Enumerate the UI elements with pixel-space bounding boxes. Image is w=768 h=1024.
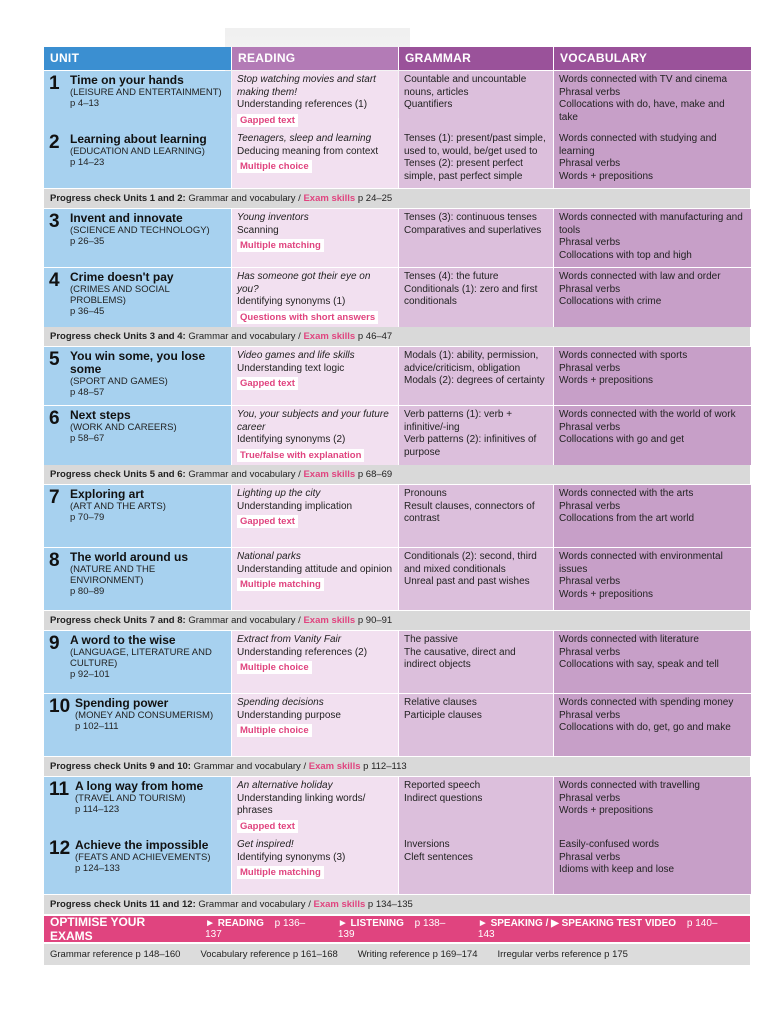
- grammar-line: Quantifiers: [404, 99, 453, 110]
- header-reading: READING: [232, 47, 398, 70]
- header-vocabulary: VOCABULARY: [554, 47, 751, 70]
- grammar-cell: [399, 71, 553, 130]
- vocab-line: Words connected with the world of work: [559, 409, 736, 420]
- optimise-reading[interactable]: ► READING p 136–137: [205, 918, 306, 940]
- unit-topic: (CRIMES AND SOCIAL PROBLEMS): [70, 284, 170, 306]
- vocab-line: Words connected with travelling: [559, 780, 700, 791]
- progress-gv: Grammar and vocabulary /: [188, 469, 301, 480]
- vocab-line: Words connected with sports: [559, 350, 688, 361]
- progress-pages: p 46–47: [357, 331, 393, 342]
- grammar-cell: [399, 209, 553, 267]
- unit-pages: p 70–79: [70, 512, 105, 523]
- unit-pages: p 102–111: [75, 721, 119, 732]
- grammar-line: Inversions: [404, 839, 450, 850]
- unit-title: Time on your hands: [70, 73, 184, 87]
- exam-task-badge: Multiple choice: [237, 724, 312, 737]
- vocab-line: Collocations with crime: [559, 296, 662, 307]
- reading-cell: [232, 631, 398, 693]
- unit-cell[interactable]: [44, 485, 231, 547]
- progress-gv: Grammar and vocabulary /: [198, 899, 311, 910]
- progress-gv: Grammar and vocabulary /: [188, 615, 301, 626]
- reading-skill: Understanding references (1): [237, 99, 368, 110]
- vocabulary-cell: [554, 347, 751, 405]
- irregular-verbs-reference[interactable]: Irregular verbs reference p 175: [497, 949, 628, 960]
- unit-cell[interactable]: [44, 406, 231, 465]
- unit-number: 6: [49, 408, 60, 429]
- unit-number: 5: [49, 349, 60, 370]
- unit-number: 7: [49, 487, 60, 508]
- reading-title: You, your subjects and your future career: [237, 409, 389, 433]
- reading-title: Has someone got their eye on you?: [237, 271, 371, 295]
- header-unit: UNIT: [44, 47, 231, 70]
- reading-skill: Deducing meaning from context: [237, 145, 379, 157]
- reading-skill: Identifying synonyms (1): [237, 296, 346, 307]
- vocab-line: Collocations with say, speak and tell: [559, 659, 719, 670]
- unit-row: [44, 268, 750, 326]
- vocab-line: Collocations from the art world: [559, 513, 695, 524]
- reading-title: Teenagers, sleep and learning: [237, 133, 372, 144]
- progress-label: Progress check Units 5 and 6:: [50, 469, 186, 480]
- unit-row: [44, 130, 750, 188]
- unit-row: [44, 836, 750, 894]
- grammar-line: Conditionals (2): second, third and mixed conditionals: [404, 551, 537, 575]
- unit-title: You win some, you lose some: [70, 349, 206, 376]
- vocab-line: Words connected with TV and cinema: [559, 74, 728, 85]
- reading-cell: [232, 347, 398, 405]
- vocabulary-cell: [554, 406, 751, 465]
- writing-reference[interactable]: Writing reference p 169–174: [357, 949, 478, 960]
- reading-skill: Understanding implication: [237, 500, 353, 512]
- grammar-line: Conditionals (1): zero and first conditionals: [404, 283, 538, 307]
- exam-task-badge: Multiple choice: [237, 160, 312, 173]
- reading-cell: [232, 268, 398, 327]
- unit-cell[interactable]: [44, 209, 231, 267]
- reading-title: Lighting up the city: [237, 488, 321, 499]
- optimise-exams-bar: [44, 916, 750, 942]
- vocabulary-cell: [554, 777, 751, 836]
- vocab-line: Phrasal verbs: [559, 576, 621, 587]
- unit-topic: (FEATS AND ACHIEVEMENTS): [75, 852, 211, 863]
- table-body: [44, 71, 750, 914]
- vocab-line: Phrasal verbs: [559, 283, 621, 295]
- progress-label: Progress check Units 11 and 12:: [50, 899, 196, 910]
- grammar-line: Tenses (1): present/past simple, used to, would, be/get used to: [404, 133, 546, 157]
- unit-row: [44, 485, 750, 547]
- grammar-cell: [399, 631, 553, 693]
- reading-skill: Understanding attitude and opinion: [237, 563, 393, 575]
- vocab-line: Collocations with do, have, make and take: [559, 99, 725, 123]
- unit-number: 2: [49, 132, 60, 153]
- progress-exam-skills: Exam skills: [303, 331, 356, 342]
- progress-check-bar: [44, 895, 750, 914]
- unit-number: 9: [49, 633, 60, 654]
- progress-exam-skills: Exam skills: [303, 193, 356, 204]
- unit-topic: (MONEY AND CONSUMERISM): [75, 710, 214, 721]
- progress-label: Progress check Units 3 and 4:: [50, 331, 186, 342]
- unit-cell[interactable]: [44, 777, 231, 836]
- vocab-line: Collocations with do, get, go and make: [559, 722, 731, 733]
- reading-title: National parks: [237, 551, 301, 562]
- grammar-line: Modals (2): degrees of certainty: [404, 375, 545, 386]
- grammar-line: Comparatives and superlatives: [404, 224, 542, 236]
- unit-row: [44, 347, 750, 405]
- unit-topic: (LEISURE AND ENTERTAINMENT): [70, 87, 222, 98]
- exam-task-badge: Multiple matching: [237, 866, 324, 879]
- unit-title: The world around us: [70, 550, 189, 564]
- progress-gv: Grammar and vocabulary /: [188, 193, 301, 204]
- grammar-cell: [399, 347, 553, 405]
- unit-number: 8: [49, 550, 60, 571]
- reading-skill: Identifying synonyms (2): [237, 434, 346, 445]
- unit-topic: (EDUCATION AND LEARNING): [70, 146, 205, 157]
- vocabulary-cell: [554, 130, 751, 188]
- grammar-line: Pronouns: [404, 488, 447, 499]
- unit-title: Crime doesn't pay: [70, 270, 174, 284]
- exam-task-badge: Multiple matching: [237, 578, 324, 591]
- vocab-line: Phrasal verbs: [559, 86, 621, 98]
- vocab-line: Phrasal verbs: [559, 362, 621, 374]
- reading-cell: [232, 71, 398, 130]
- grammar-line: Verb patterns (2): infinitives of purpose: [404, 434, 537, 458]
- grammar-line: Modals (1): ability, permission, advice/criticism, obligation: [404, 350, 539, 374]
- grammar-line: Unreal past and past wishes: [404, 576, 530, 587]
- contents-table: [44, 47, 750, 965]
- exam-task-badge: Gapped text: [237, 515, 298, 528]
- grammar-line: The passive: [404, 634, 458, 645]
- unit-pages: p 114–123: [75, 804, 120, 815]
- unit-pages: p 58–67: [70, 433, 105, 444]
- progress-check-bar: [44, 465, 750, 484]
- exam-task-badge: Gapped text: [237, 820, 298, 833]
- unit-pages: p 124–133: [75, 863, 120, 874]
- vocab-line: Easily-confused words: [559, 839, 660, 850]
- optimise-title: OPTIMISE YOUR EXAMS: [50, 915, 146, 943]
- grammar-line: Result clauses, connectors of contrast: [404, 500, 535, 524]
- grammar-cell: [399, 268, 553, 327]
- progress-label: Progress check Units 9 and 10:: [50, 761, 191, 772]
- unit-row: [44, 777, 750, 835]
- vocabulary-cell: [554, 71, 751, 130]
- progress-check-bar: [44, 189, 750, 208]
- unit-pages: p 36–45: [70, 306, 105, 317]
- grammar-line: Participle clauses: [404, 709, 482, 721]
- unit-pages: p 92–101: [70, 669, 110, 680]
- unit-cell[interactable]: [44, 268, 231, 327]
- reading-skill: Scanning: [237, 224, 279, 236]
- unit-cell[interactable]: [44, 347, 231, 405]
- vocab-line: Idioms with keep and lose: [559, 864, 675, 875]
- reading-cell: [232, 485, 398, 547]
- reading-skill: Identifying synonyms (3): [237, 851, 346, 863]
- reading-skill: Understanding text logic: [237, 362, 345, 374]
- grammar-line: Indirect questions: [404, 792, 483, 804]
- unit-topic: (NATURE AND THE ENVIRONMENT): [70, 564, 156, 586]
- progress-pages: p 24–25: [357, 193, 393, 204]
- unit-row: [44, 694, 750, 756]
- grammar-line: Tenses (2): present perfect simple, past perfect simple: [404, 158, 523, 182]
- vocabulary-cell: [554, 694, 751, 756]
- progress-pages: p 112–113: [363, 761, 407, 772]
- unit-row: [44, 548, 750, 610]
- unit-number: 10: [49, 696, 71, 717]
- reading-cell: [232, 548, 398, 610]
- grammar-cell: [399, 130, 553, 188]
- exam-task-badge: Multiple matching: [237, 239, 324, 252]
- vocab-line: Phrasal verbs: [559, 237, 621, 248]
- unit-cell[interactable]: [44, 548, 231, 610]
- grammar-cell: [399, 548, 553, 610]
- progress-label: Progress check Units 1 and 2:: [50, 193, 186, 204]
- grammar-line: Countable and uncountable nouns, articles: [404, 74, 527, 98]
- vocab-line: Words connected with literature: [559, 634, 699, 645]
- grammar-line: Tenses (4): the future: [404, 271, 499, 282]
- header-grammar: GRAMMAR: [399, 47, 553, 70]
- vocab-line: Words + prepositions: [559, 375, 654, 386]
- progress-gv: Grammar and vocabulary /: [188, 331, 301, 342]
- unit-number: 4: [49, 270, 60, 291]
- unit-topic: (TRAVEL AND TOURISM): [75, 793, 186, 804]
- grammar-cell: [399, 836, 553, 894]
- reading-title: Get inspired!: [237, 839, 294, 850]
- progress-label: Progress check Units 7 and 8:: [50, 615, 186, 626]
- references-bar: [44, 944, 750, 965]
- vocab-line: Words + prepositions: [559, 170, 654, 182]
- table-header: [44, 47, 750, 70]
- grammar-cell: [399, 777, 553, 836]
- vocab-line: Words connected with the arts: [559, 488, 694, 499]
- vocab-line: Phrasal verbs: [559, 709, 621, 721]
- grammar-cell: [399, 694, 553, 756]
- reading-cell: [232, 836, 398, 894]
- reading-title: Video games and life skills: [237, 350, 355, 361]
- grammar-reference[interactable]: Grammar reference p 148–160: [50, 949, 181, 960]
- reading-title: Extract from Vanity Fair: [237, 634, 342, 645]
- unit-title: Spending power: [75, 696, 169, 710]
- unit-number: 1: [49, 73, 60, 94]
- vocab-line: Words connected with manufacturing and tools: [559, 212, 743, 236]
- unit-pages: p 14–23: [70, 157, 105, 168]
- grammar-cell: [399, 406, 553, 465]
- vocab-line: Phrasal verbs: [559, 646, 621, 658]
- progress-check-bar: [44, 757, 750, 776]
- vocab-line: Phrasal verbs: [559, 500, 621, 512]
- vocabulary-cell: [554, 836, 751, 894]
- reading-cell: [232, 406, 398, 465]
- unit-number: 12: [49, 838, 71, 859]
- unit-pages: p 80–89: [70, 586, 105, 597]
- optimise-listening[interactable]: ► LISTENING p 138–139: [337, 918, 446, 940]
- reading-cell: [232, 209, 398, 267]
- grammar-line: Reported speech: [404, 780, 481, 791]
- reading-title: Young inventors: [237, 212, 309, 223]
- unit-title: A long way from home: [75, 779, 204, 793]
- unit-cell[interactable]: [44, 836, 231, 894]
- unit-cell[interactable]: [44, 71, 231, 130]
- reading-cell: [232, 777, 398, 836]
- vocab-line: Words + prepositions: [559, 588, 654, 600]
- unit-title: Invent and innovate: [70, 211, 183, 225]
- vocab-line: Words connected with law and order: [559, 271, 721, 282]
- reading-skill: Understanding purpose: [237, 709, 341, 721]
- reading-cell: [232, 694, 398, 756]
- exam-task-badge: Gapped text: [237, 114, 298, 127]
- reading-cell: [232, 130, 398, 188]
- unit-row: [44, 209, 750, 267]
- vocab-line: Collocations with top and high: [559, 249, 692, 261]
- reading-title: An alternative holiday: [237, 780, 333, 791]
- progress-pages: p 90–91: [357, 615, 393, 626]
- vocab-line: Phrasal verbs: [559, 851, 621, 863]
- unit-topic: (LANGUAGE, LITERATURE AND CULTURE): [70, 647, 212, 669]
- optimise-speaking[interactable]: ► SPEAKING / ▶ SPEAKING TEST VIDEO p 140–143: [477, 918, 718, 940]
- exam-task-badge: Gapped text: [237, 377, 298, 390]
- reading-title: Spending decisions: [237, 697, 324, 708]
- vocab-line: Words connected with environmental issues: [559, 551, 723, 575]
- reading-skill: Understanding references (2): [237, 646, 368, 658]
- exam-task-badge: True/false with explanation: [237, 449, 364, 462]
- reading-title: Stop watching movies and start making them!: [237, 74, 376, 98]
- progress-exam-skills: Exam skills: [308, 761, 361, 772]
- grammar-cell: [399, 485, 553, 547]
- unit-cell[interactable]: [44, 631, 231, 693]
- grammar-line: Tenses (3): continuous tenses: [404, 212, 537, 223]
- vocabulary-cell: [554, 631, 751, 693]
- unit-number: 3: [49, 211, 60, 232]
- vocab-line: Words connected with spending money: [559, 697, 734, 708]
- progress-pages: p 68–69: [357, 469, 393, 480]
- grammar-line: Relative clauses: [404, 697, 477, 708]
- unit-pages: p 48–57: [70, 387, 105, 398]
- unit-row: [44, 631, 750, 693]
- unit-cell[interactable]: [44, 130, 231, 188]
- vocab-line: Words connected with studying and learning: [559, 133, 717, 157]
- progress-exam-skills: Exam skills: [303, 469, 356, 480]
- grammar-line: Verb patterns (1): verb + infinitive/-ing: [404, 409, 513, 433]
- unit-topic: (WORK AND CAREERS): [70, 422, 177, 433]
- progress-pages: p 134–135: [367, 899, 413, 910]
- unit-topic: (SPORT AND GAMES): [70, 376, 168, 387]
- vocabulary-cell: [554, 268, 751, 327]
- unit-pages: p 4–13: [70, 98, 100, 109]
- unit-pages: p 26–35: [70, 236, 105, 247]
- exam-task-badge: Multiple choice: [237, 661, 312, 674]
- vocab-line: Words + prepositions: [559, 805, 654, 816]
- unit-topic: (SCIENCE AND TECHNOLOGY): [70, 225, 210, 236]
- unit-number: 11: [49, 779, 70, 800]
- vocab-line: Phrasal verbs: [559, 792, 621, 804]
- grammar-line: The causative, direct and indirect objects: [404, 646, 516, 670]
- vocab-line: Phrasal verbs: [559, 158, 621, 169]
- progress-check-bar: [44, 327, 750, 346]
- grammar-line: Cleft sentences: [404, 851, 473, 863]
- progress-gv: Grammar and vocabulary /: [193, 761, 307, 772]
- reading-skill: Understanding linking words/ phrases: [237, 792, 366, 816]
- progress-check-bar: [44, 611, 750, 630]
- progress-exam-skills: Exam skills: [313, 899, 366, 910]
- unit-row: [44, 406, 750, 464]
- unit-row: [44, 71, 750, 129]
- vocab-line: Collocations with go and get: [559, 434, 685, 445]
- unit-title: Achieve the impossible: [75, 838, 209, 852]
- unit-title: Learning about learning: [70, 132, 207, 146]
- vocabulary-cell: [554, 209, 751, 267]
- exam-task-badge: Questions with short answers: [237, 311, 378, 324]
- unit-cell[interactable]: [44, 694, 231, 756]
- progress-exam-skills: Exam skills: [303, 615, 356, 626]
- vocabulary-cell: [554, 485, 751, 547]
- vocabulary-cell: [554, 548, 751, 610]
- unit-title: Exploring art: [70, 487, 145, 501]
- vocabulary-reference[interactable]: Vocabulary reference p 161–168: [200, 949, 338, 960]
- unit-title: A word to the wise: [70, 633, 176, 647]
- vocab-line: Phrasal verbs: [559, 421, 621, 433]
- unit-topic: (ART AND THE ARTS): [70, 501, 166, 512]
- unit-title: Next steps: [70, 408, 131, 422]
